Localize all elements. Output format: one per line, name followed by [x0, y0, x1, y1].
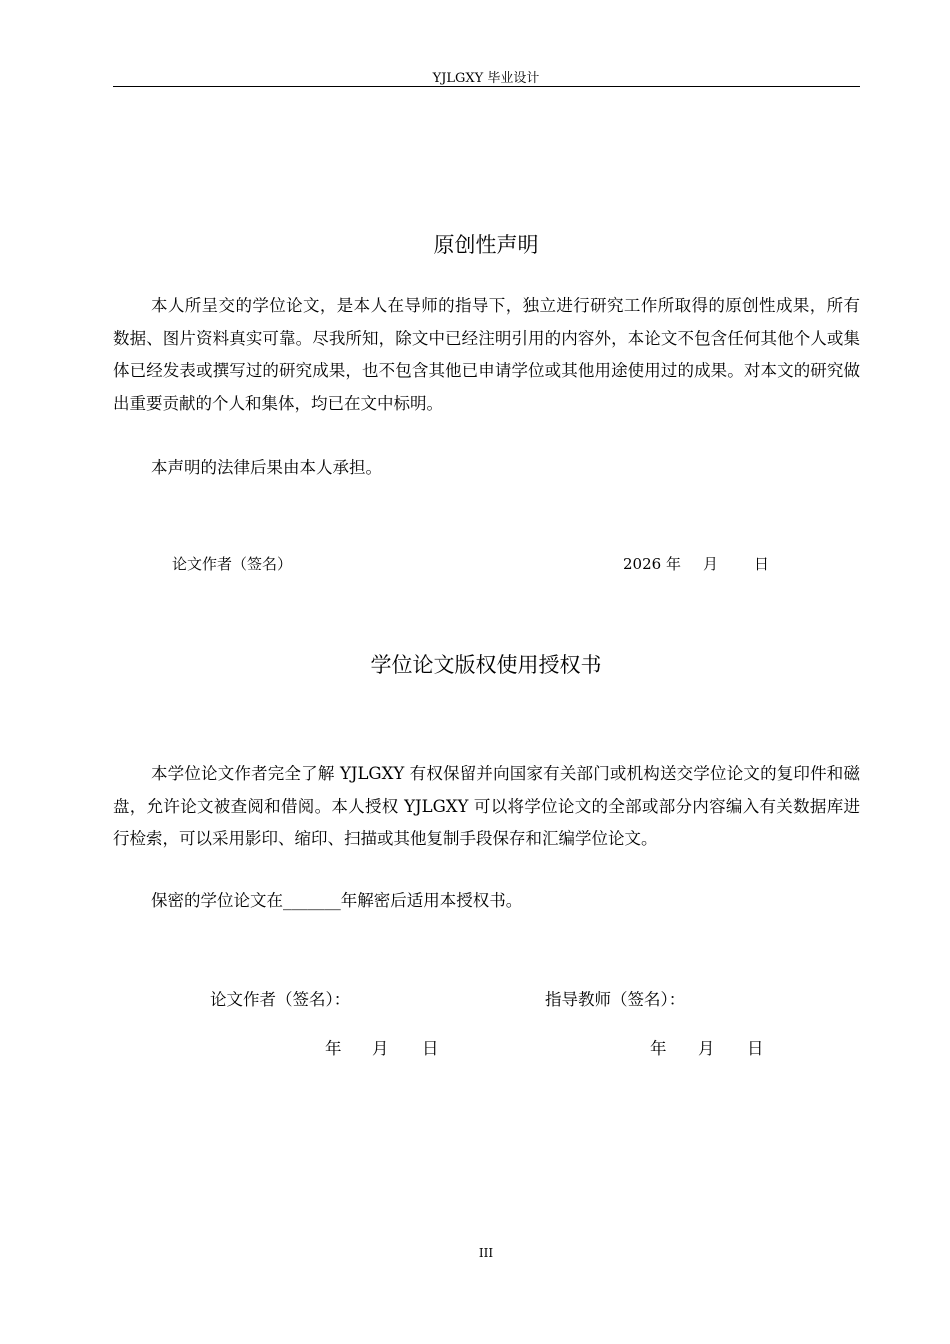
advisor-date-day: 日: [747, 1039, 764, 1058]
authorization-paragraph-2: 保密的学位论文在_______年解密后适用本授权书。: [151, 891, 523, 910]
advisor-date-year: 年: [650, 1039, 667, 1058]
declaration-title: 原创性声明: [433, 233, 539, 257]
declaration-author-signature-label: 论文作者（签名）: [172, 555, 293, 573]
declaration-paragraph-1: 本人所呈交的学位论文，是本人在导师的指导下，独立进行研究工作所取得的原创性成果，所有数据、图片资料真实可靠。尽我所知，除文中已经注明引用的内容外，本论文不包含任何其他个人或集体已经发表或撰写过的研究成果，也不包含其他已申请学位或其他用途使用过的成果。对本文的研究做出重要贡献的个人和集体，均已在文中标明。: [113, 296, 860, 413]
author-date-year: 年: [325, 1039, 342, 1058]
declaration-date-month: 月: [703, 555, 719, 573]
header-rule: [113, 86, 860, 87]
declaration-date-year: 2026 年: [623, 555, 681, 573]
author-date-month: 月: [372, 1039, 389, 1058]
declaration-paragraph-2: 本声明的法律后果由本人承担。: [151, 458, 382, 477]
declaration-date-day: 日: [754, 555, 770, 573]
authorization-paragraph-1: 本学位论文作者完全了解 YJLGXY 有权保留并向国家有关部门或机构送交学位论文的复印件和磁盘，允许论文被查阅和借阅。本人授权 YJLGXY 可以将学位论文的全部或部分内容编入有关数据库进行检索，可以采用影印、缩印、扫描或其他复制手段保存和汇编学位论文。: [113, 764, 860, 848]
page-header: YJLGXY 毕业设计: [432, 71, 540, 86]
advisor-date-month: 月: [698, 1039, 715, 1058]
authorization-author-signature-label: 论文作者（签名）：: [210, 990, 351, 1009]
author-date-day: 日: [422, 1039, 439, 1058]
page-number: III: [478, 1246, 494, 1260]
authorization-advisor-signature-label: 指导教师（签名）：: [545, 990, 686, 1009]
authorization-title: 学位论文版权使用授权书: [370, 653, 602, 677]
